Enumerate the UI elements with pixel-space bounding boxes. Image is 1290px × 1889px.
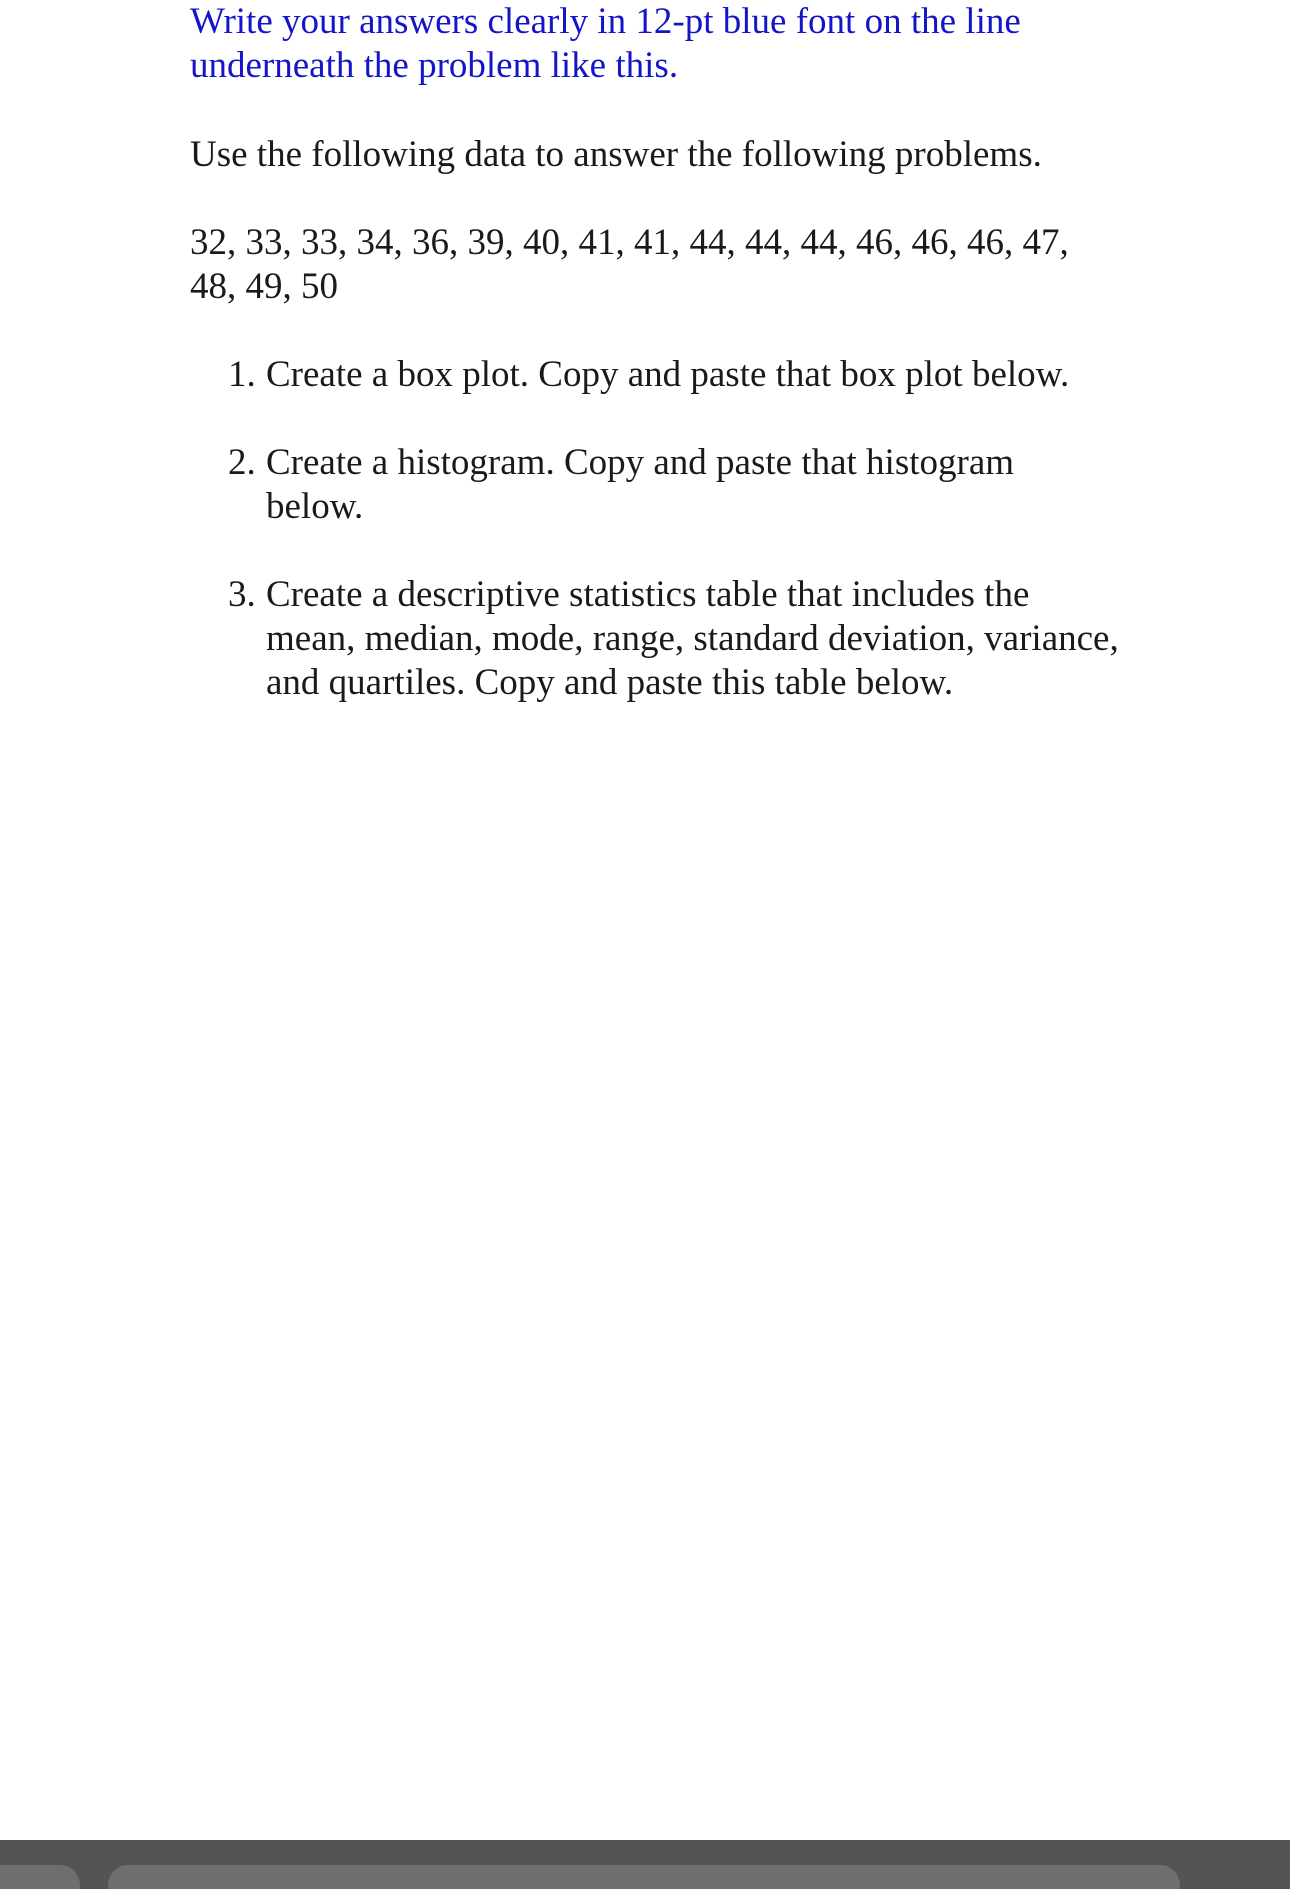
problem-number: 1. <box>228 354 256 395</box>
bottom-toolbar <box>0 1840 1290 1889</box>
problem-number: 3. <box>228 574 256 615</box>
problem-item-1 <box>228 353 1120 397</box>
dataset-values <box>190 221 1120 309</box>
bottom-address-bar[interactable] <box>108 1865 1180 1889</box>
problem-text: Create a histogram. Copy and paste that histogram below. <box>266 442 1015 527</box>
problem-item-3 <box>228 573 1120 705</box>
dataset-line-2: 48, 49, 50 <box>190 266 338 307</box>
instructions-text <box>190 0 1120 88</box>
problem-list <box>190 353 1120 705</box>
problem-item-2 <box>228 441 1120 529</box>
bottom-left-tab[interactable] <box>0 1865 80 1889</box>
intro-text: Use the following data to answer the following problems. <box>190 134 1042 175</box>
problem-text: Create a box plot. Copy and paste that box plot below. <box>266 354 1070 395</box>
instructions-line-1: Write your answers clearly in 12-pt blue font on the line <box>190 1 1021 42</box>
instructions-line-2: underneath the problem like this. <box>190 45 679 86</box>
problem-number: 2. <box>228 442 256 483</box>
dataset-line-1: 32, 33, 33, 34, 36, 39, 40, 41, 41, 44, 44, 44, 46, 46, 46, 47, <box>190 222 1069 263</box>
problem-text: Create a descriptive statistics table that includes the mean, median, mode, range, standard deviation, variance, and quartiles. Copy and paste this table below. <box>266 574 1119 703</box>
document-content <box>190 0 1120 749</box>
